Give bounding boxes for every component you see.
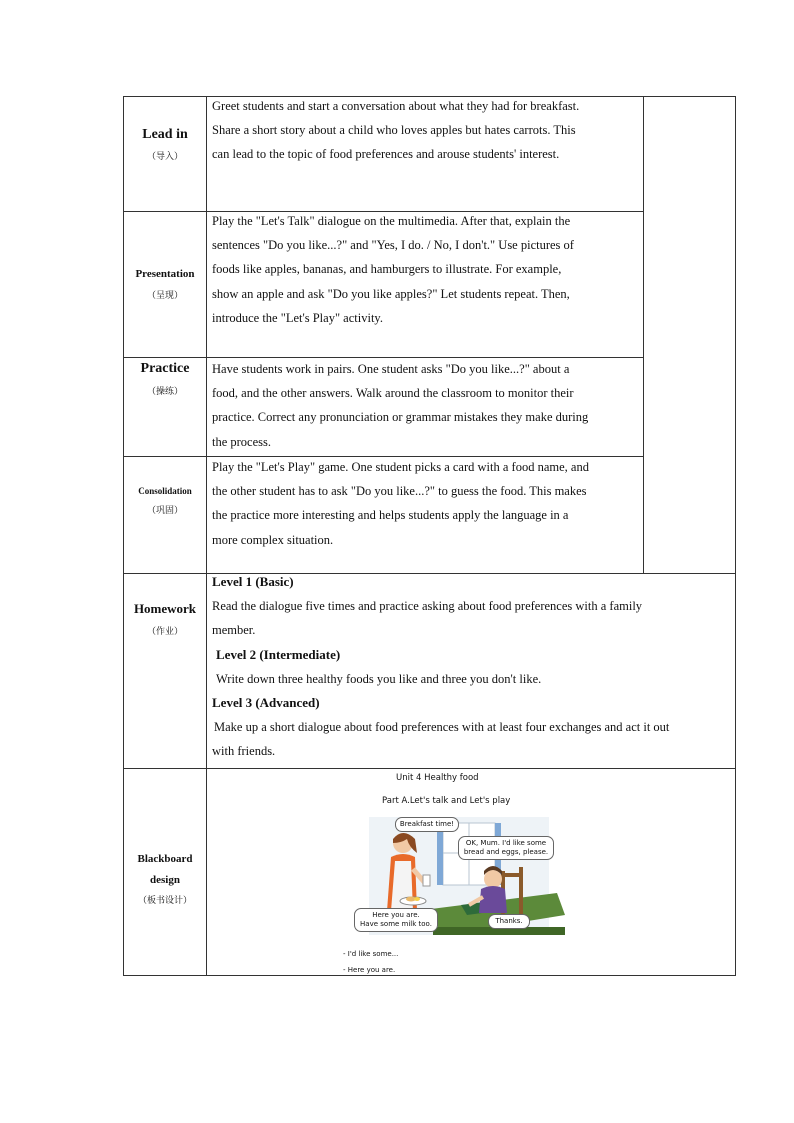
practice-content xyxy=(212,357,636,454)
text-line: the practice more interesting and helps students apply the language in a xyxy=(212,508,569,523)
lead-in-label xyxy=(124,127,206,162)
presentation-zh: （呈现） xyxy=(146,291,183,301)
presentation-title: Presentation xyxy=(135,268,195,280)
level-3-title: Level 3 (Advanced) xyxy=(212,695,320,711)
level-2-title: Level 2 (Intermediate) xyxy=(216,646,341,662)
blackboard-zh: （板书设计） xyxy=(137,896,192,906)
text-line: Write down three healthy foods you like and three you don't like. xyxy=(216,671,542,686)
notes-column-divider xyxy=(643,97,644,573)
text-line: Play the "Let's Talk" dialogue on the multimedia. After that, explain the xyxy=(212,214,571,228)
practice-label xyxy=(124,361,206,397)
bubble-text: Have some milk too. xyxy=(360,920,432,928)
speech-bubble xyxy=(488,914,530,929)
blackboard-title-2: design xyxy=(150,874,180,886)
text-line: Make up a short dialogue about food preferences with at least four exchanges and act it out xyxy=(214,720,670,735)
consolidation-title: Consolidation xyxy=(138,486,192,496)
row-divider xyxy=(124,768,735,769)
text-line: food, and the other answers. Walk around the classroom to monitor their xyxy=(212,386,574,401)
board-sentence: - I'd like some... xyxy=(343,950,399,958)
homework-title: Homework xyxy=(133,601,197,616)
text-line: the other student has to ask "Do you like...?" to guess the food. This makes xyxy=(212,484,587,499)
bubble-text: Breakfast time! xyxy=(399,820,455,828)
text-line: with friends. xyxy=(212,744,276,759)
consolidation-zh: （巩固） xyxy=(146,506,183,516)
level-1-title: Level 1 (Basic) xyxy=(212,574,294,589)
bubble-text: OK, Mum. I'd like some xyxy=(465,839,547,847)
text-line: Read the dialogue five times and practice asking about food preferences with a family xyxy=(212,599,643,614)
speech-bubble xyxy=(458,836,554,860)
consolidation-content xyxy=(212,455,636,552)
text-line: introduce the "Let's Play" activity. xyxy=(212,310,383,325)
homework-content xyxy=(212,570,728,764)
bubble-text: Here you are. xyxy=(372,911,420,919)
text-line: show an apple and ask "Do you like apples?" Let students repeat. Then, xyxy=(212,286,570,301)
practice-zh: （操练） xyxy=(146,387,183,397)
speech-bubble xyxy=(395,817,459,832)
text-line: Share a short story about a child who loves apples but hates carrots. This xyxy=(212,123,576,138)
lead-in-title: Lead in xyxy=(142,127,188,142)
bubble-text: Thanks. xyxy=(495,917,523,925)
text-line: practice. Correct any pronunciation or grammar mistakes they make during xyxy=(212,410,589,425)
text-line: Greet students and start a conversation about what they had for breakfast. xyxy=(212,99,580,113)
board-sentence: - Here you are. xyxy=(343,966,396,974)
lead-in-zh: （导入） xyxy=(146,152,183,162)
text-line: can lead to the topic of food preferences and arouse students' interest. xyxy=(212,147,560,162)
homework-zh: （作业） xyxy=(146,627,183,637)
lead-in-content xyxy=(212,94,636,167)
text-line: Play the "Let's Play" game. One student picks a card with a food name, and xyxy=(212,460,589,474)
text-line: foods like apples, bananas, and hamburgers to illustrate. For example, xyxy=(212,262,562,277)
presentation-label xyxy=(124,268,206,301)
text-line: Have students work in pairs. One student asks "Do you like...?" about a xyxy=(212,362,570,376)
bubble-text: bread and eggs, please. xyxy=(463,848,549,856)
text-line: the process. xyxy=(212,434,272,449)
lesson-plan-table xyxy=(123,96,736,976)
consolidation-label xyxy=(124,486,206,516)
blackboard-label xyxy=(124,853,206,906)
homework-label xyxy=(124,601,206,637)
text-line: more complex situation. xyxy=(212,532,334,547)
text-line: member. xyxy=(212,623,256,638)
presentation-content xyxy=(212,209,636,330)
board-subtitle: Part A.Let's talk and Let's play xyxy=(382,796,511,806)
board-title: Unit 4 Healthy food xyxy=(396,773,479,783)
speech-bubble xyxy=(354,908,438,932)
text-line: sentences "Do you like...?" and "Yes, I do. / No, I don't." Use pictures of xyxy=(212,238,574,253)
practice-title: Practice xyxy=(140,361,190,376)
label-column-divider xyxy=(206,97,207,975)
blackboard-title-1: Blackboard xyxy=(137,853,193,865)
